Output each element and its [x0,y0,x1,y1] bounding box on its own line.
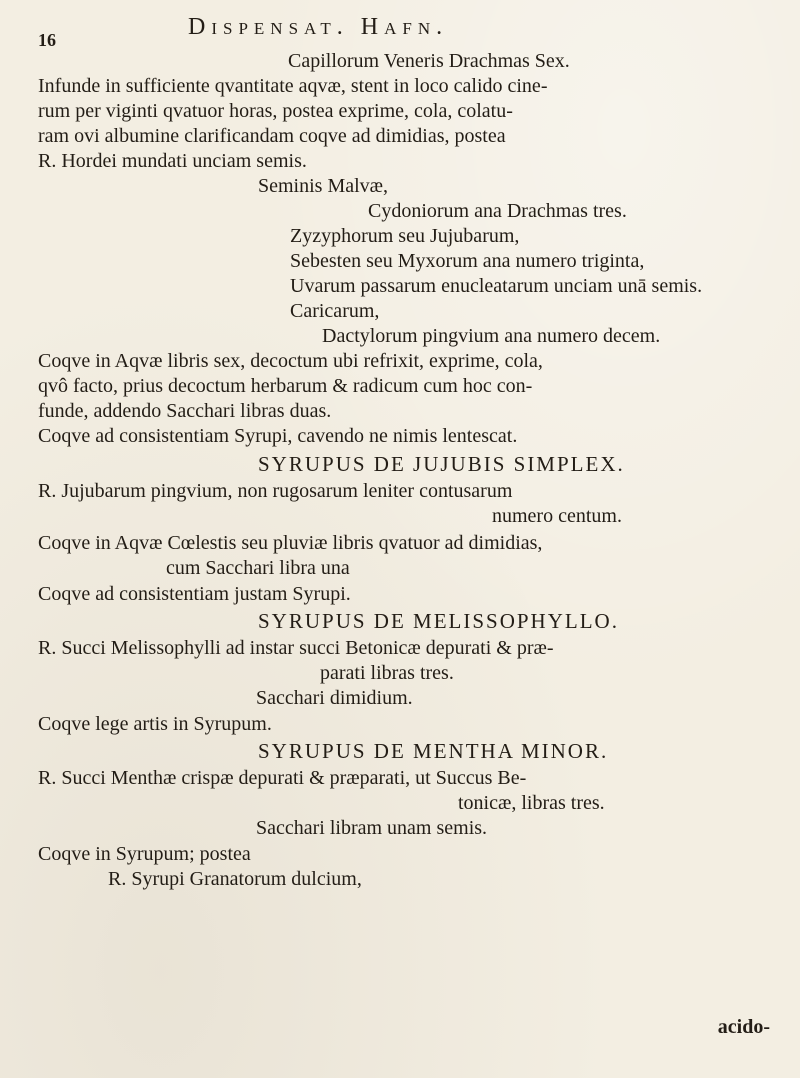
text-line: Coqve ad consistentiam justam Syrupi. [38,583,351,605]
text-line: Cydoniorum ana Drachmas tres. [368,200,627,222]
text-line: funde, addendo Sacchari libras duas. [38,400,332,422]
text-line: R. Jujubarum pingvium, non rugosarum leniter contusarum [38,480,513,502]
text-line: Sacchari dimidium. [256,687,413,709]
text-line: R. Succi Menthæ crispæ depurati & præparati, ut Succus Be- [38,767,527,789]
text-line: Uvarum passarum enucleatarum unciam unā semis. [290,275,703,297]
text-line: Coqve in Syrupum; postea [38,843,251,865]
text-line: Coqve in Aqvæ Cœlestis seu pluviæ libris qvatuor ad dimidias, [38,532,543,554]
text-line: SYRUPUS DE MELISSOPHYLLO. [258,609,619,633]
text-line: qvô facto, prius decoctum herbarum & radicum cum hoc con- [38,375,533,397]
text-line: tonicæ, libras tres. [458,792,605,814]
text-line: R. Hordei mundati unciam semis. [38,150,307,172]
text-line: R. Syrupi Granatorum dulcium, [108,868,362,890]
text-line: numero centum. [492,505,622,527]
text-line: Seminis Malvæ, [258,175,389,197]
page-number: 16 [38,30,56,50]
text-line: SYRUPUS DE MENTHA MINOR. [258,739,609,763]
text-line: ram ovi albumine clarificandam coqve ad dimidias, postea [38,125,506,147]
catchword: acido- [717,1016,770,1038]
text-line: Coqve ad consistentiam Syrupi, cavendo ne nimis lentescat. [38,425,518,447]
text-line: Sacchari libram unam semis. [256,817,488,839]
page-header [38,14,758,50]
text-line: cum Sacchari libra una [166,557,350,579]
text-line: Sebesten seu Myxorum ana numero triginta, [290,250,645,272]
text-line: rum per viginti qvatuor horas, postea exprime, cola, colatu- [38,100,513,122]
text-line: Coqve lege artis in Syrupum. [38,713,272,735]
text-line: Infunde in sufficiente qvantitate aqvæ, stent in loco calido cine- [38,75,548,97]
text-line: parati libras tres. [320,662,454,684]
text-line: Caricarum, [290,300,380,322]
running-head: Dispensat. Hafn. [188,14,449,40]
text-line: SYRUPUS DE JUJUBIS SIMPLEX. [258,452,625,476]
text-line: Dactylorum pingvium ana numero decem. [322,325,661,347]
text-line: Coqve in Aqvæ libris sex, decoctum ubi refrixit, exprime, cola, [38,350,543,372]
text-line: Capillorum Veneris Drachmas Sex. [288,50,570,72]
text-line: R. Succi Melissophylli ad instar succi Betonicæ depurati & præ- [38,637,554,659]
text-line: Zyzyphorum seu Jujubarum, [290,225,520,247]
